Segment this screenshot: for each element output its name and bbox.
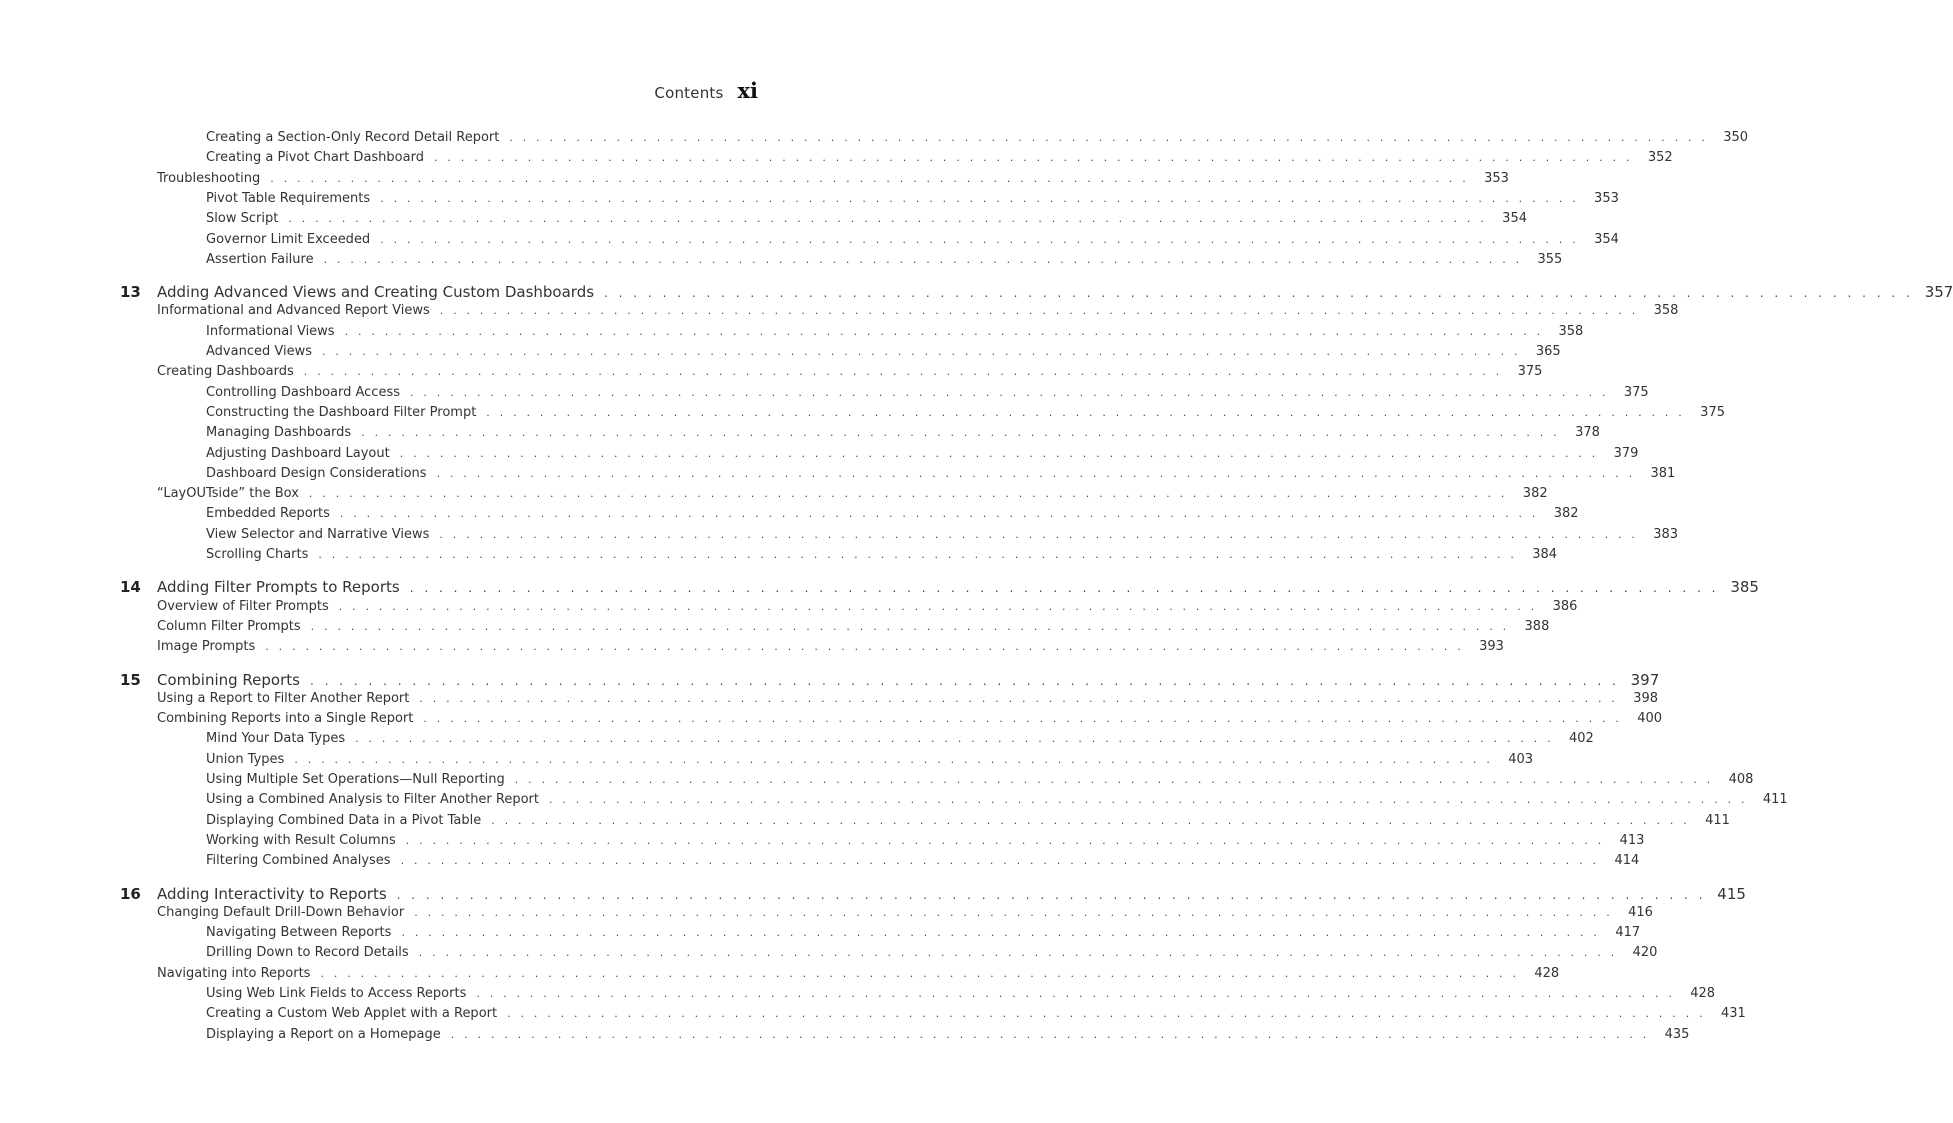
running-head: [654, 78, 758, 103]
toc-subsection-entry: [0, 526, 1679, 542]
toc-section-entry: [0, 904, 1653, 920]
dot-leader: . . . . . . . . . . . . . . . . . . . . . . . . . . . . . . . . . . . . . . . . . . . . . . . . . . . . . . . . . . . . . . . . . . . . . . . . . . . . . . . . . . . . . . . . . .: [323, 252, 1523, 266]
page-number: 393: [1479, 639, 1504, 655]
entry-title: Creating a Custom Web Applet with a Report: [206, 1006, 498, 1022]
toc-subsection-entry: [0, 323, 1584, 339]
page-number: 352: [1647, 150, 1673, 166]
entry-title: Displaying a Report on a Homepage: [206, 1026, 441, 1042]
toc-subsection-entry: [0, 547, 1558, 562]
page-number: 411: [1705, 812, 1730, 828]
dot-leader: . . . . . . . . . . . . . . . . . . . . . . . . . . . . . . . . . . . . . . . . . . . . . . . . . . . . . . . . . . . . . . . . . . . . . . . . . . . . . . . . . . . . . . . . . .: [409, 581, 1719, 596]
entry-title: Using a Report to Filter Another Report: [157, 690, 410, 706]
entry-title: Adding Advanced Views and Creating Custom Dashboards: [157, 283, 595, 302]
toc-section-entry: [0, 486, 1548, 502]
page-number: 408: [1728, 772, 1754, 787]
chapter-number: 14: [120, 578, 141, 597]
entry-title: Slow Script: [206, 211, 279, 227]
dot-leader: . . . . . . . . . . . . . . . . . . . . . . . . . . . . . . . . . . . . . . . . . . . . . . . . . . . . . . . . . . . . . . . . . . . . . . . . . . . . . . . . . . . . . . . . . .: [288, 212, 1487, 226]
toc-subsection-entry: [0, 251, 1563, 267]
page-number: 403: [1508, 751, 1534, 767]
toc-subsection-entry: [0, 772, 1754, 787]
entry-title: Navigating into Reports: [157, 965, 311, 981]
entry-title: Mind Your Data Types: [206, 731, 346, 747]
dot-leader: . . . . . . . . . . . . . . . . . . . . . . . . . . . . . . . . . . . . . . . . . . . . . . . . . . . . . . . . . . . . . . . . . . . . . . . . . . . . . . . . . . . . . . . . . .: [380, 232, 1579, 246]
page-number: 353: [1594, 190, 1619, 206]
dot-leader: . . . . . . . . . . . . . . . . . . . . . . . . . . . . . . . . . . . . . . . . . . . . . . . . . . . . . . . . . . . . . . . . . . . . . . . . . . . . . . . . . . . . . . . . . .: [549, 793, 1748, 807]
dot-leader: . . . . . . . . . . . . . . . . . . . . . . . . . . . . . . . . . . . . . . . . . . . . . . . . . . . . . . . . . . . . . . . . . . . . . . . . . . . . . . . . . . . . . . . . . .: [491, 813, 1690, 827]
entry-title: Controlling Dashboard Access: [206, 384, 401, 400]
dot-leader: . . . . . . . . . . . . . . . . . . . . . . . . . . . . . . . . . . . . . . . . . . . . . . . . . . . . . . . . . . . . . . . . . . . . . . . . . . . . . . . . . . . . . . . . . .: [486, 405, 1685, 419]
page-number: 358: [1558, 323, 1584, 339]
entry-title: Column Filter Prompts: [157, 618, 301, 634]
toc-subsection-entry: [0, 384, 1649, 400]
page-number: 402: [1569, 731, 1594, 747]
toc-section-entry: [0, 690, 1659, 706]
page-number: 415: [1717, 884, 1746, 903]
entry-title: Displaying Combined Data in a Pivot Table: [206, 812, 482, 828]
toc-subsection-entry: [0, 832, 1645, 848]
dot-leader: . . . . . . . . . . . . . . . . . . . . . . . . . . . . . . . . . . . . . . . . . . . . . . . . . . . . . . . . . . . . . . . . . . . . . . . . . . . . . . . . . . . . . . . . . .: [294, 752, 1494, 766]
entry-title: Adding Interactivity to Reports: [157, 884, 387, 903]
dot-leader: . . . . . . . . . . . . . . . . . . . . . . . . . . . . . . . . . . . . . . . . . . . . . . . . . . . . . . . . . . . . . . . . . . . . . . . . . . . . . . . . . . . . . . . . . .: [433, 151, 1633, 165]
toc-section-entry: [0, 711, 1663, 727]
dot-leader: . . . . . . . . . . . . . . . . . . . . . . . . . . . . . . . . . . . . . . . . . . . . . . . . . . . . . . . . . . . . . . . . . . . . . . . . . . . . . . . . . . . . . . . . . .: [400, 854, 1600, 868]
dot-leader: . . . . . . . . . . . . . . . . . . . . . . . . . . . . . . . . . . . . . . . . . . . . . . . . . . . . . . . . . . . . . . . . . . . . . . . . . . . . . . . . . . . . . . . . . .: [361, 426, 1560, 440]
entry-title: Informational and Advanced Report Views: [157, 303, 430, 319]
dot-leader: . . . . . . . . . . . . . . . . . . . . . . . . . . . . . . . . . . . . . . . . . . . . . . . . . . . . . . . . . . . . . . . . . . . . . . . . . . . . . . . . . . . . . . . . . .: [344, 324, 1544, 338]
page-number: 400: [1637, 711, 1663, 727]
page-number: 382: [1553, 506, 1579, 522]
entry-title: Managing Dashboards: [206, 425, 352, 441]
dot-leader: . . . . . . . . . . . . . . . . . . . . . . . . . . . . . . . . . . . . . . . . . . . . . . . . . . . . . . . . . . . . . . . . . . . . . . . . . . . . . . . . . . . . . . . . . .: [423, 712, 1623, 726]
entry-title: Troubleshooting: [157, 170, 261, 186]
entry-title: Scrolling Charts: [206, 547, 309, 562]
dot-leader: . . . . . . . . . . . . . . . . . . . . . . . . . . . . . . . . . . . . . . . . . . . . . . . . . . . . . . . . . . . . . . . . . . . . . . . . . . . . . . . . . . . . . . . . . .: [355, 732, 1554, 746]
page-number: 379: [1613, 445, 1639, 461]
dot-leader: . . . . . . . . . . . . . . . . . . . . . . . . . . . . . . . . . . . . . . . . . . . . . . . . . . . . . . . . . . . . . . . . . . . . . . . . . . . . . . . . . . . . . . . . . .: [604, 286, 1914, 301]
dot-leader: . . . . . . . . . . . . . . . . . . . . . . . . . . . . . . . . . . . . . . . . . . . . . . . . . . . . . . . . . . . . . . . . . . . . . . . . . . . . . . . . . . . . . . . . . .: [439, 527, 1639, 541]
entry-title: Using a Combined Analysis to Filter Another Report: [206, 792, 539, 808]
toc-section-entry: [0, 364, 1543, 380]
toc-subsection-entry: [0, 344, 1561, 359]
page-number: 357: [1924, 283, 1953, 302]
running-head-label: Contents: [654, 84, 724, 102]
page-number: 411: [1762, 792, 1788, 808]
toc-subsection-entry: [0, 425, 1600, 441]
dot-leader: . . . . . . . . . . . . . . . . . . . . . . . . . . . . . . . . . . . . . . . . . . . . . . . . . . . . . . . . . . . . . . . . . . . . . . . . . . . . . . . . . . . . . . . . . .: [310, 619, 1510, 633]
toc-chapter-entry: [0, 670, 1660, 689]
toc-subsection-entry: [0, 751, 1534, 767]
toc-chapter-entry: [0, 283, 1953, 302]
entry-title: Creating a Section-Only Record Detail Report: [206, 130, 500, 145]
entry-title: Governor Limit Exceeded: [206, 231, 371, 247]
page-number: 355: [1537, 251, 1563, 267]
dot-leader: . . . . . . . . . . . . . . . . . . . . . . . . . . . . . . . . . . . . . . . . . . . . . . . . . . . . . . . . . . . . . . . . . . . . . . . . . . . . . . . . . . . . . . . . . .: [309, 673, 1620, 688]
toc-subsection-entry: [0, 812, 1730, 828]
page-number: 381: [1650, 465, 1676, 481]
page-number: 414: [1614, 853, 1640, 869]
toc-subsection-entry: [0, 506, 1579, 522]
page-number: 386: [1552, 598, 1578, 614]
toc-subsection-entry: [0, 150, 1673, 166]
entry-title: Creating Dashboards: [157, 364, 294, 380]
page-number: 385: [1730, 578, 1759, 597]
entry-title: Filtering Combined Analyses: [206, 853, 391, 869]
toc-subsection-entry: [0, 445, 1639, 461]
chapter-number: 13: [120, 283, 141, 302]
entry-title: Assertion Failure: [206, 251, 314, 267]
dot-leader: . . . . . . . . . . . . . . . . . . . . . . . . . . . . . . . . . . . . . . . . . . . . . . . . . . . . . . . . . . . . . . . . . . . . . . . . . . . . . . . . . . . . . . . . . .: [270, 171, 1469, 185]
dot-leader: . . . . . . . . . . . . . . . . . . . . . . . . . . . . . . . . . . . . . . . . . . . . . . . . . . . . . . . . . . . . . . . . . . . . . . . . . . . . . . . . . . . . . . . . . .: [338, 599, 1538, 613]
toc-section-entry: [0, 639, 1504, 655]
dot-leader: . . . . . . . . . . . . . . . . . . . . . . . . . . . . . . . . . . . . . . . . . . . . . . . . . . . . . . . . . . . . . . . . . . . . . . . . . . . . . . . . . . . . . . . . . .: [321, 345, 1521, 358]
dot-leader: . . . . . . . . . . . . . . . . . . . . . . . . . . . . . . . . . . . . . . . . . . . . . . . . . . . . . . . . . . . . . . . . . . . . . . . . . . . . . . . . . . . . . . . . . .: [476, 987, 1676, 1000]
page-number: 375: [1623, 384, 1649, 400]
entry-title: Working with Result Columns: [206, 832, 396, 848]
page-number: 384: [1532, 547, 1558, 562]
entry-title: Union Types: [206, 751, 285, 767]
page-number: 365: [1535, 344, 1561, 359]
toc-subsection-entry: [0, 986, 1716, 1001]
toc-subsection-entry: [0, 465, 1676, 481]
page-number: 383: [1653, 526, 1679, 542]
entry-title: Adjusting Dashboard Layout: [206, 445, 390, 461]
toc-subsection-entry: [0, 945, 1658, 961]
toc-section-entry: [0, 618, 1550, 634]
page-number: 413: [1619, 832, 1645, 848]
entry-title: Drilling Down to Record Details: [206, 945, 409, 961]
page-number: 417: [1615, 925, 1641, 941]
page-number: 435: [1664, 1026, 1690, 1042]
toc-section-entry: [0, 170, 1509, 186]
dot-leader: . . . . . . . . . . . . . . . . . . . . . . . . . . . . . . . . . . . . . . . . . . . . . . . . . . . . . . . . . . . . . . . . . . . . . . . . . . . . . . . . . . . . . . . . . .: [410, 385, 1609, 399]
entry-title: Embedded Reports: [206, 506, 330, 522]
dot-leader: . . . . . . . . . . . . . . . . . . . . . . . . . . . . . . . . . . . . . . . . . . . . . . . . . . . . . . . . . . . . . . . . . . . . . . . . . . . . . . . . . . . . . . . . . .: [509, 131, 1709, 144]
dot-leader: . . . . . . . . . . . . . . . . . . . . . . . . . . . . . . . . . . . . . . . . . . . . . . . . . . . . . . . . . . . . . . . . . . . . . . . . . . . . . . . . . . . . . . . . . .: [418, 946, 1618, 960]
entry-title: Image Prompts: [157, 639, 256, 655]
page-folio: xi: [737, 78, 758, 103]
dot-leader: . . . . . . . . . . . . . . . . . . . . . . . . . . . . . . . . . . . . . . . . . . . . . . . . . . . . . . . . . . . . . . . . . . . . . . . . . . . . . . . . . . . . . . . . . .: [303, 365, 1503, 379]
toc-subsection-entry: [0, 1006, 1746, 1022]
toc-subsection-entry: [0, 731, 1594, 747]
page-number: 388: [1524, 618, 1550, 634]
dot-leader: . . . . . . . . . . . . . . . . . . . . . . . . . . . . . . . . . . . . . . . . . . . . . . . . . . . . . . . . . . . . . . . . . . . . . . . . . . . . . . . . . . . . . . . . . .: [380, 191, 1579, 205]
toc-subsection-entry: [0, 211, 1527, 227]
page-number: 428: [1690, 986, 1716, 1001]
toc-subsection-entry: [0, 404, 1725, 420]
dot-leader: . . . . . . . . . . . . . . . . . . . . . . . . . . . . . . . . . . . . . . . . . . . . . . . . . . . . . . . . . . . . . . . . . . . . . . . . . . . . . . . . . . . . . . . . . .: [308, 487, 1508, 501]
page-number: 353: [1484, 170, 1509, 186]
dot-leader: . . . . . . . . . . . . . . . . . . . . . . . . . . . . . . . . . . . . . . . . . . . . . . . . . . . . . . . . . . . . . . . . . . . . . . . . . . . . . . . . . . . . . . . . . .: [396, 887, 1706, 902]
dot-leader: . . . . . . . . . . . . . . . . . . . . . . . . . . . . . . . . . . . . . . . . . . . . . . . . . . . . . . . . . . . . . . . . . . . . . . . . . . . . . . . . . . . . . . . . . .: [320, 966, 1520, 980]
dot-leader: . . . . . . . . . . . . . . . . . . . . . . . . . . . . . . . . . . . . . . . . . . . . . . . . . . . . . . . . . . . . . . . . . . . . . . . . . . . . . . . . . . . . . . . . . .: [339, 507, 1539, 521]
entry-title: Creating a Pivot Chart Dashboard: [206, 150, 424, 166]
entry-title: Overview of Filter Prompts: [157, 598, 329, 614]
toc-section-entry: [0, 303, 1679, 319]
dot-leader: . . . . . . . . . . . . . . . . . . . . . . . . . . . . . . . . . . . . . . . . . . . . . . . . . . . . . . . . . . . . . . . . . . . . . . . . . . . . . . . . . . . . . . . . . .: [414, 905, 1613, 919]
toc-subsection-entry: [0, 853, 1640, 869]
entry-title: Combining Reports into a Single Report: [157, 711, 414, 727]
page-number: 397: [1630, 670, 1660, 689]
entry-title: View Selector and Narrative Views: [206, 526, 430, 542]
page-number: 358: [1653, 303, 1679, 319]
page-number: 382: [1522, 486, 1548, 502]
entry-title: Adding Filter Prompts to Reports: [157, 578, 400, 597]
toc-subsection-entry: [0, 1026, 1690, 1042]
entry-title: Using Web Link Fields to Access Reports: [206, 986, 467, 1001]
page-number: 378: [1575, 425, 1600, 441]
dot-leader: . . . . . . . . . . . . . . . . . . . . . . . . . . . . . . . . . . . . . . . . . . . . . . . . . . . . . . . . . . . . . . . . . . . . . . . . . . . . . . . . . . . . . . . . . .: [401, 926, 1601, 940]
dot-leader: . . . . . . . . . . . . . . . . . . . . . . . . . . . . . . . . . . . . . . . . . . . . . . . . . . . . . . . . . . . . . . . . . . . . . . . . . . . . . . . . . . . . . . . . . .: [419, 691, 1619, 705]
page-number: 420: [1632, 945, 1658, 961]
toc-chapter-entry: [0, 578, 1759, 597]
page-number: 375: [1700, 404, 1725, 420]
entry-title: Combining Reports: [157, 670, 300, 689]
dot-leader: . . . . . . . . . . . . . . . . . . . . . . . . . . . . . . . . . . . . . . . . . . . . . . . . . . . . . . . . . . . . . . . . . . . . . . . . . . . . . . . . . . . . . . . . . .: [399, 446, 1599, 460]
page-number: 375: [1517, 364, 1543, 380]
page-number: 416: [1628, 904, 1653, 920]
page-number: 350: [1723, 130, 1749, 145]
toc-subsection-entry: [0, 190, 1619, 206]
entry-title: Pivot Table Requirements: [206, 190, 371, 206]
entry-title: “LayOUTside” the Box: [157, 486, 299, 502]
entry-title: Advanced Views: [206, 344, 312, 359]
toc-section-entry: [0, 598, 1578, 614]
dot-leader: . . . . . . . . . . . . . . . . . . . . . . . . . . . . . . . . . . . . . . . . . . . . . . . . . . . . . . . . . . . . . . . . . . . . . . . . . . . . . . . . . . . . . . . . . .: [265, 640, 1464, 654]
toc-subsection-entry: [0, 792, 1788, 808]
toc-subsection-entry: [0, 925, 1641, 941]
dot-leader: . . . . . . . . . . . . . . . . . . . . . . . . . . . . . . . . . . . . . . . . . . . . . . . . . . . . . . . . . . . . . . . . . . . . . . . . . . . . . . . . . . . . . . . . . .: [514, 773, 1714, 786]
dot-leader: . . . . . . . . . . . . . . . . . . . . . . . . . . . . . . . . . . . . . . . . . . . . . . . . . . . . . . . . . . . . . . . . . . . . . . . . . . . . . . . . . . . . . . . . . .: [450, 1027, 1650, 1041]
page-number: 354: [1502, 211, 1527, 227]
entry-title: Navigating Between Reports: [206, 925, 392, 941]
entry-title: Dashboard Design Considerations: [206, 465, 427, 481]
toc-chapter-entry: [0, 884, 1746, 903]
dot-leader: . . . . . . . . . . . . . . . . . . . . . . . . . . . . . . . . . . . . . . . . . . . . . . . . . . . . . . . . . . . . . . . . . . . . . . . . . . . . . . . . . . . . . . . . . .: [436, 466, 1636, 480]
page-number: 354: [1594, 231, 1619, 247]
entry-title: Informational Views: [206, 323, 335, 339]
toc-section-entry: [0, 965, 1560, 981]
dot-leader: . . . . . . . . . . . . . . . . . . . . . . . . . . . . . . . . . . . . . . . . . . . . . . . . . . . . . . . . . . . . . . . . . . . . . . . . . . . . . . . . . . . . . . . . . .: [405, 833, 1605, 847]
entry-title: Constructing the Dashboard Filter Prompt: [206, 404, 477, 420]
dot-leader: . . . . . . . . . . . . . . . . . . . . . . . . . . . . . . . . . . . . . . . . . . . . . . . . . . . . . . . . . . . . . . . . . . . . . . . . . . . . . . . . . . . . . . . . . .: [318, 548, 1518, 561]
chapter-number: 16: [120, 884, 141, 903]
entry-title: Changing Default Drill-Down Behavior: [157, 904, 405, 920]
toc-subsection-entry: [0, 231, 1619, 247]
page-number: 398: [1633, 690, 1659, 706]
entry-title: Using Multiple Set Operations—Null Reporting: [206, 772, 505, 787]
chapter-number: 15: [120, 670, 141, 689]
dot-leader: . . . . . . . . . . . . . . . . . . . . . . . . . . . . . . . . . . . . . . . . . . . . . . . . . . . . . . . . . . . . . . . . . . . . . . . . . . . . . . . . . . . . . . . . . .: [507, 1007, 1706, 1021]
page-number: 428: [1534, 965, 1560, 981]
dot-leader: . . . . . . . . . . . . . . . . . . . . . . . . . . . . . . . . . . . . . . . . . . . . . . . . . . . . . . . . . . . . . . . . . . . . . . . . . . . . . . . . . . . . . . . . . .: [439, 304, 1639, 318]
page-number: 431: [1720, 1006, 1746, 1022]
toc-subsection-entry: [0, 130, 1749, 145]
